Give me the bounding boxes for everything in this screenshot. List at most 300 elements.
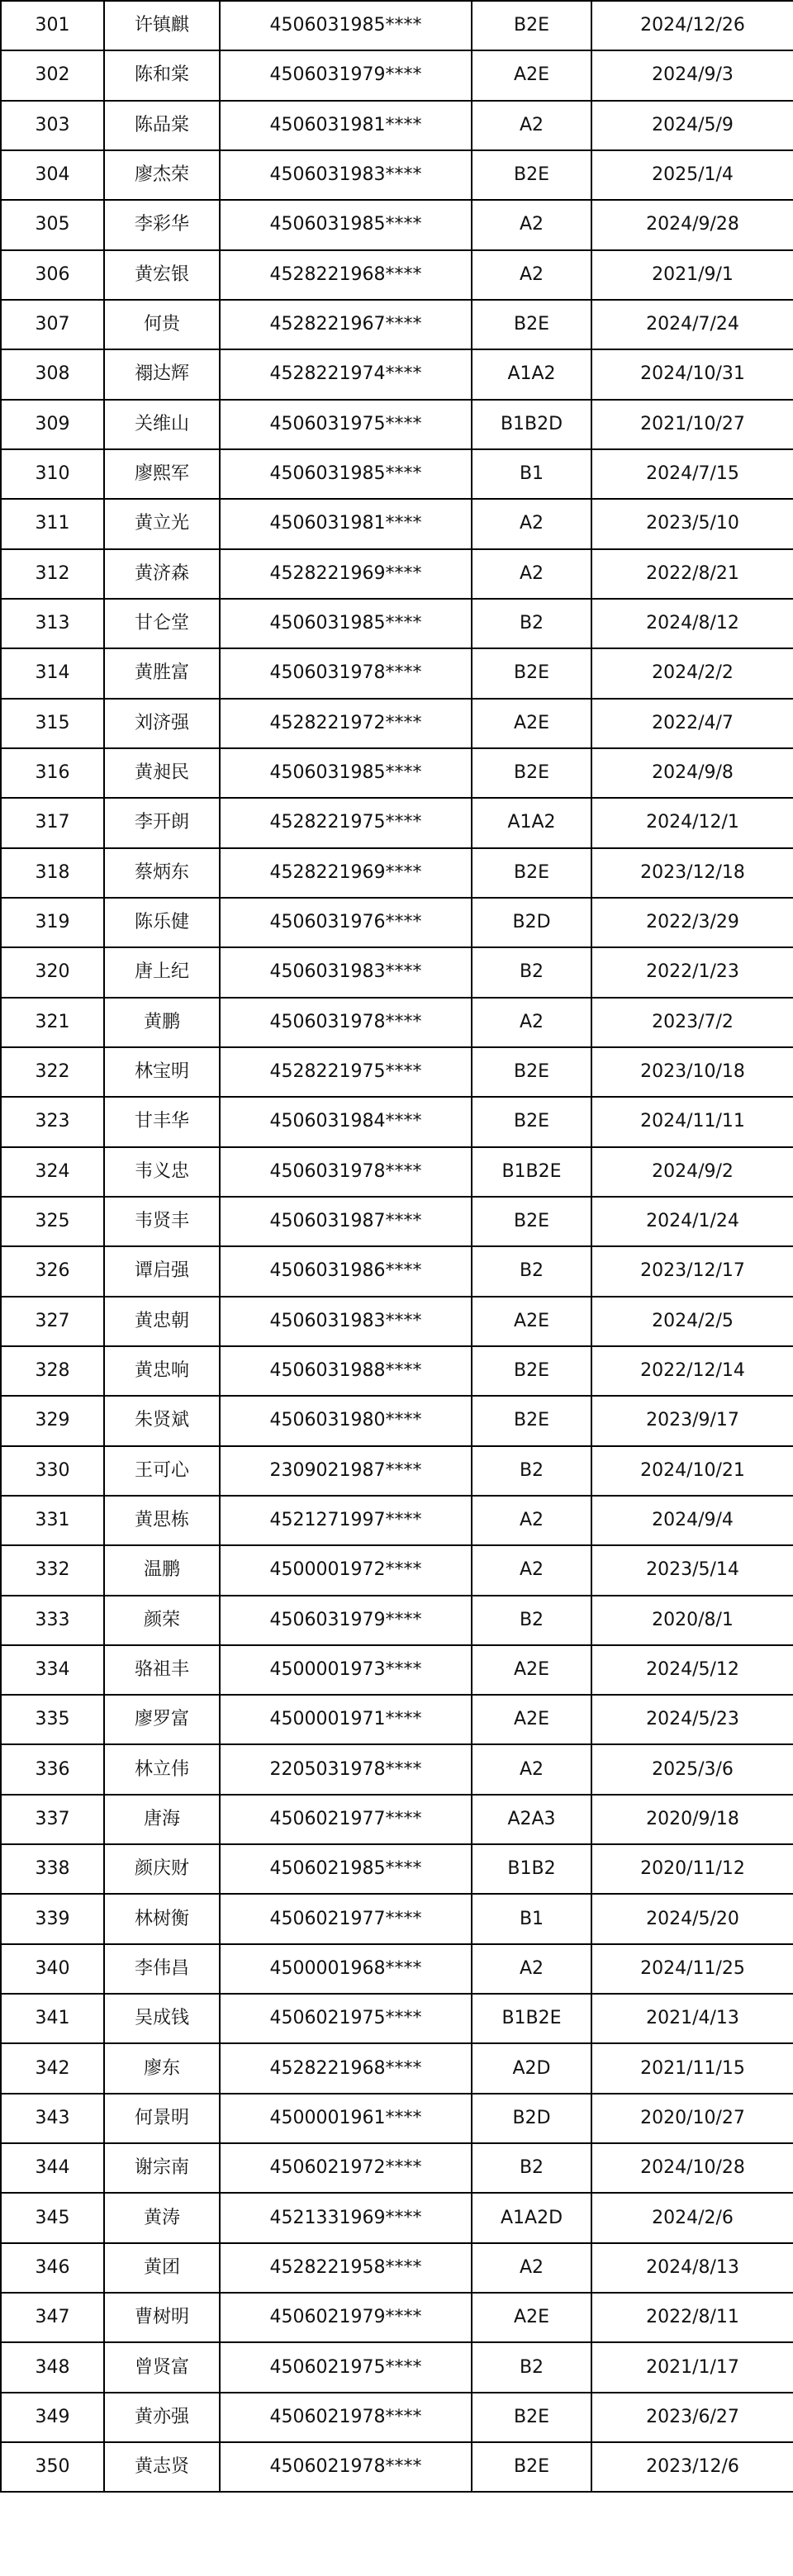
- id-number-cell: 4506031985****: [220, 748, 472, 798]
- name-cell: 谢宗南: [104, 2143, 220, 2193]
- date-cell: 2023/12/6: [591, 2442, 793, 2492]
- license-class-cell: B2E: [472, 1, 591, 50]
- license-class-cell: B2E: [472, 848, 591, 898]
- license-class-cell: A2: [472, 1744, 591, 1794]
- id-number-cell: 4506021978****: [220, 2393, 472, 2442]
- id-number-cell: 2205031978****: [220, 1744, 472, 1794]
- license-class-cell: B2D: [472, 2094, 591, 2143]
- name-cell: 黄胜富: [104, 648, 220, 698]
- id-number-cell: 4528221967****: [220, 300, 472, 349]
- date-cell: 2024/9/28: [591, 200, 793, 249]
- id-number-cell: 4500001971****: [220, 1695, 472, 1744]
- table-row: [1, 549, 793, 599]
- row-number-cell: 308: [1, 349, 104, 399]
- date-cell: 2024/12/1: [591, 798, 793, 847]
- date-cell: 2021/4/13: [591, 1994, 793, 2043]
- license-class-cell: A2: [472, 1545, 591, 1595]
- date-cell: 2024/8/13: [591, 2243, 793, 2293]
- table-row: [1, 599, 793, 648]
- table-row: [1, 1147, 793, 1197]
- table-row: [1, 1596, 793, 1645]
- row-number-cell: 316: [1, 748, 104, 798]
- date-cell: 2021/1/17: [591, 2342, 793, 2392]
- license-class-cell: B2: [472, 1596, 591, 1645]
- name-cell: 陈乐健: [104, 898, 220, 947]
- id-number-cell: 4528221958****: [220, 2243, 472, 2293]
- date-cell: 2024/10/28: [591, 2143, 793, 2193]
- date-cell: 2024/2/5: [591, 1297, 793, 1346]
- license-class-cell: B2E: [472, 648, 591, 698]
- row-number-cell: 333: [1, 1596, 104, 1645]
- table-row: [1, 2243, 793, 2293]
- license-class-cell: B2E: [472, 300, 591, 349]
- id-number-cell: 4506031983****: [220, 1297, 472, 1346]
- table-row: [1, 1795, 793, 1844]
- table-row: [1, 2143, 793, 2193]
- name-cell: 廖杰荣: [104, 150, 220, 200]
- table-row: [1, 699, 793, 748]
- id-number-cell: 4506031981****: [220, 499, 472, 548]
- date-cell: 2024/10/21: [591, 1446, 793, 1496]
- row-number-cell: 345: [1, 2193, 104, 2242]
- date-cell: 2020/9/18: [591, 1795, 793, 1844]
- table-row: [1, 101, 793, 150]
- license-class-cell: B1B2: [472, 1844, 591, 1894]
- name-cell: 陈品棠: [104, 101, 220, 150]
- license-class-cell: B1B2D: [472, 400, 591, 449]
- license-class-cell: B2: [472, 2143, 591, 2193]
- id-number-cell: 4521271997****: [220, 1496, 472, 1545]
- name-cell: 蔡炳东: [104, 848, 220, 898]
- row-number-cell: 340: [1, 1944, 104, 1994]
- license-class-cell: B1B2E: [472, 1147, 591, 1197]
- id-number-cell: 4506031983****: [220, 150, 472, 200]
- date-cell: 2022/4/7: [591, 699, 793, 748]
- name-cell: 黄忠响: [104, 1346, 220, 1396]
- table-row: [1, 1844, 793, 1894]
- license-class-cell: B1B2E: [472, 1994, 591, 2043]
- date-cell: 2024/9/3: [591, 50, 793, 100]
- name-cell: 刘济强: [104, 699, 220, 748]
- table-row: [1, 2342, 793, 2392]
- id-number-cell: 4500001973****: [220, 1645, 472, 1695]
- id-number-cell: 4506031979****: [220, 50, 472, 100]
- table-row: [1, 400, 793, 449]
- name-cell: 禤达辉: [104, 349, 220, 399]
- name-cell: 曾贤富: [104, 2342, 220, 2392]
- id-number-cell: 4528221968****: [220, 250, 472, 300]
- table-row: [1, 1346, 793, 1396]
- row-number-cell: 312: [1, 549, 104, 599]
- row-number-cell: 349: [1, 2393, 104, 2442]
- row-number-cell: 338: [1, 1844, 104, 1894]
- row-number-cell: 342: [1, 2043, 104, 2093]
- id-number-cell: 4506031985****: [220, 449, 472, 499]
- row-number-cell: 322: [1, 1047, 104, 1097]
- name-cell: 黄志贤: [104, 2442, 220, 2492]
- license-class-cell: B2E: [472, 1396, 591, 1445]
- license-class-cell: B1: [472, 449, 591, 499]
- license-class-cell: A2E: [472, 699, 591, 748]
- date-cell: 2024/12/26: [591, 1, 793, 50]
- name-cell: 林树衡: [104, 1894, 220, 1943]
- table-row: [1, 2043, 793, 2093]
- date-cell: 2024/2/2: [591, 648, 793, 698]
- row-number-cell: 324: [1, 1147, 104, 1197]
- row-number-cell: 319: [1, 898, 104, 947]
- date-cell: 2021/9/1: [591, 250, 793, 300]
- license-class-cell: B2E: [472, 1047, 591, 1097]
- name-cell: 曹树明: [104, 2293, 220, 2342]
- id-number-cell: 4506021975****: [220, 1994, 472, 2043]
- license-class-cell: A1A2D: [472, 2193, 591, 2242]
- id-number-cell: 4528221975****: [220, 798, 472, 847]
- row-number-cell: 301: [1, 1, 104, 50]
- table-row: [1, 1297, 793, 1346]
- name-cell: 黄立光: [104, 499, 220, 548]
- records-table-body: [1, 1, 793, 2492]
- name-cell: 颜荣: [104, 1596, 220, 1645]
- name-cell: 李开朗: [104, 798, 220, 847]
- date-cell: 2021/10/27: [591, 400, 793, 449]
- id-number-cell: 4528221969****: [220, 549, 472, 599]
- id-number-cell: 4506031980****: [220, 1396, 472, 1445]
- table-row: [1, 1645, 793, 1695]
- id-number-cell: 4506031987****: [220, 1197, 472, 1246]
- id-number-cell: 4506031975****: [220, 400, 472, 449]
- date-cell: 2024/9/8: [591, 748, 793, 798]
- id-number-cell: 4506031981****: [220, 101, 472, 150]
- table-row: [1, 1944, 793, 1994]
- id-number-cell: 4500001968****: [220, 1944, 472, 1994]
- date-cell: 2022/8/11: [591, 2293, 793, 2342]
- id-number-cell: 4506031978****: [220, 998, 472, 1047]
- name-cell: 颜庆财: [104, 1844, 220, 1894]
- table-row: [1, 449, 793, 499]
- name-cell: 陈和棠: [104, 50, 220, 100]
- id-number-cell: 4528221969****: [220, 848, 472, 898]
- license-class-cell: A2E: [472, 2293, 591, 2342]
- license-class-cell: A2: [472, 101, 591, 150]
- name-cell: 甘丰华: [104, 1097, 220, 1146]
- row-number-cell: 311: [1, 499, 104, 548]
- table-row: [1, 898, 793, 947]
- date-cell: 2024/5/23: [591, 1695, 793, 1744]
- date-cell: 2024/11/11: [591, 1097, 793, 1146]
- row-number-cell: 347: [1, 2293, 104, 2342]
- date-cell: 2024/2/6: [591, 2193, 793, 2242]
- license-class-cell: B2E: [472, 748, 591, 798]
- name-cell: 何贵: [104, 300, 220, 349]
- license-class-cell: B2E: [472, 2393, 591, 2442]
- name-cell: 韦贤丰: [104, 1197, 220, 1246]
- table-row: [1, 1545, 793, 1595]
- table-row: [1, 748, 793, 798]
- table-row: [1, 998, 793, 1047]
- date-cell: 2024/10/31: [591, 349, 793, 399]
- license-class-cell: A2E: [472, 1297, 591, 1346]
- date-cell: 2023/12/17: [591, 1246, 793, 1296]
- row-number-cell: 332: [1, 1545, 104, 1595]
- row-number-cell: 331: [1, 1496, 104, 1545]
- table-row: [1, 300, 793, 349]
- name-cell: 黄思栋: [104, 1496, 220, 1545]
- name-cell: 黄忠朝: [104, 1297, 220, 1346]
- name-cell: 朱贤斌: [104, 1396, 220, 1445]
- name-cell: 关维山: [104, 400, 220, 449]
- id-number-cell: 4500001961****: [220, 2094, 472, 2143]
- id-number-cell: 4506031985****: [220, 1, 472, 50]
- id-number-cell: 4506031978****: [220, 648, 472, 698]
- row-number-cell: 302: [1, 50, 104, 100]
- license-class-cell: A2A3: [472, 1795, 591, 1844]
- id-number-cell: 4506031979****: [220, 1596, 472, 1645]
- name-cell: 骆祖丰: [104, 1645, 220, 1695]
- name-cell: 黄宏银: [104, 250, 220, 300]
- date-cell: 2024/7/24: [591, 300, 793, 349]
- name-cell: 黄团: [104, 2243, 220, 2293]
- row-number-cell: 310: [1, 449, 104, 499]
- table-row: [1, 1496, 793, 1545]
- date-cell: 2024/11/25: [591, 1944, 793, 1994]
- row-number-cell: 306: [1, 250, 104, 300]
- table-row: [1, 2094, 793, 2143]
- id-number-cell: 4506021977****: [220, 1795, 472, 1844]
- license-class-cell: A1A2: [472, 349, 591, 399]
- name-cell: 许镇麒: [104, 1, 220, 50]
- row-number-cell: 321: [1, 998, 104, 1047]
- name-cell: 黄济森: [104, 549, 220, 599]
- id-number-cell: 4506021977****: [220, 1894, 472, 1943]
- row-number-cell: 350: [1, 2442, 104, 2492]
- name-cell: 廖熙军: [104, 449, 220, 499]
- date-cell: 2024/5/9: [591, 101, 793, 150]
- table-row: [1, 349, 793, 399]
- table-row: [1, 250, 793, 300]
- date-cell: 2024/9/2: [591, 1147, 793, 1197]
- id-number-cell: 4528221972****: [220, 699, 472, 748]
- date-cell: 2023/9/17: [591, 1396, 793, 1445]
- license-class-cell: A2: [472, 499, 591, 548]
- license-class-cell: A2E: [472, 1645, 591, 1695]
- name-cell: 黄涛: [104, 2193, 220, 2242]
- table-row: [1, 1197, 793, 1246]
- id-number-cell: 4528221968****: [220, 2043, 472, 2093]
- row-number-cell: 309: [1, 400, 104, 449]
- date-cell: 2023/5/14: [591, 1545, 793, 1595]
- date-cell: 2023/5/10: [591, 499, 793, 548]
- table-row: [1, 1894, 793, 1943]
- license-class-cell: B2E: [472, 1097, 591, 1146]
- table-row: [1, 1, 793, 50]
- date-cell: 2024/1/24: [591, 1197, 793, 1246]
- date-cell: 2024/5/20: [591, 1894, 793, 1943]
- table-row: [1, 1744, 793, 1794]
- table-row: [1, 2193, 793, 2242]
- row-number-cell: 326: [1, 1246, 104, 1296]
- license-class-cell: A2: [472, 2243, 591, 2293]
- row-number-cell: 307: [1, 300, 104, 349]
- id-number-cell: 4506031976****: [220, 898, 472, 947]
- license-class-cell: A2E: [472, 1695, 591, 1744]
- name-cell: 黄鹏: [104, 998, 220, 1047]
- date-cell: 2024/5/12: [591, 1645, 793, 1695]
- license-class-cell: B2: [472, 947, 591, 997]
- id-number-cell: 4506031984****: [220, 1097, 472, 1146]
- table-row: [1, 848, 793, 898]
- name-cell: 廖罗富: [104, 1695, 220, 1744]
- date-cell: 2020/10/27: [591, 2094, 793, 2143]
- row-number-cell: 318: [1, 848, 104, 898]
- name-cell: 吴成钱: [104, 1994, 220, 2043]
- license-class-cell: A2E: [472, 50, 591, 100]
- table-row: [1, 648, 793, 698]
- license-class-cell: A2: [472, 250, 591, 300]
- date-cell: 2022/12/14: [591, 1346, 793, 1396]
- table-row: [1, 1097, 793, 1146]
- row-number-cell: 335: [1, 1695, 104, 1744]
- date-cell: 2024/9/4: [591, 1496, 793, 1545]
- name-cell: 唐海: [104, 1795, 220, 1844]
- name-cell: 温鹏: [104, 1545, 220, 1595]
- license-class-cell: B2E: [472, 1197, 591, 1246]
- name-cell: 谭启强: [104, 1246, 220, 1296]
- row-number-cell: 305: [1, 200, 104, 249]
- id-number-cell: 4506031988****: [220, 1346, 472, 1396]
- row-number-cell: 329: [1, 1396, 104, 1445]
- id-number-cell: 4506021978****: [220, 2442, 472, 2492]
- row-number-cell: 304: [1, 150, 104, 200]
- date-cell: 2024/8/12: [591, 599, 793, 648]
- row-number-cell: 344: [1, 2143, 104, 2193]
- table-row: [1, 2442, 793, 2492]
- name-cell: 林立伟: [104, 1744, 220, 1794]
- row-number-cell: 341: [1, 1994, 104, 2043]
- row-number-cell: 348: [1, 2342, 104, 2392]
- table-row: [1, 2393, 793, 2442]
- id-number-cell: 4506031983****: [220, 947, 472, 997]
- license-class-cell: A2D: [472, 2043, 591, 2093]
- name-cell: 黄亦强: [104, 2393, 220, 2442]
- license-class-cell: B2E: [472, 2442, 591, 2492]
- row-number-cell: 334: [1, 1645, 104, 1695]
- id-number-cell: 4506031986****: [220, 1246, 472, 1296]
- row-number-cell: 323: [1, 1097, 104, 1146]
- name-cell: 林宝明: [104, 1047, 220, 1097]
- row-number-cell: 320: [1, 947, 104, 997]
- id-number-cell: 4506021979****: [220, 2293, 472, 2342]
- table-row: [1, 1446, 793, 1496]
- row-number-cell: 328: [1, 1346, 104, 1396]
- table-row: [1, 499, 793, 548]
- license-class-cell: A2: [472, 998, 591, 1047]
- license-class-cell: B2: [472, 1446, 591, 1496]
- license-class-cell: A2: [472, 1944, 591, 1994]
- license-class-cell: B2: [472, 599, 591, 648]
- row-number-cell: 337: [1, 1795, 104, 1844]
- table-row: [1, 1994, 793, 2043]
- id-number-cell: 4521331969****: [220, 2193, 472, 2242]
- row-number-cell: 343: [1, 2094, 104, 2143]
- name-cell: 廖东: [104, 2043, 220, 2093]
- date-cell: 2023/12/18: [591, 848, 793, 898]
- date-cell: 2022/1/23: [591, 947, 793, 997]
- table-row: [1, 947, 793, 997]
- row-number-cell: 327: [1, 1297, 104, 1346]
- row-number-cell: 315: [1, 699, 104, 748]
- license-class-cell: A1A2: [472, 798, 591, 847]
- date-cell: 2022/3/29: [591, 898, 793, 947]
- table-row: [1, 150, 793, 200]
- name-cell: 黄昶民: [104, 748, 220, 798]
- id-number-cell: 4506021975****: [220, 2342, 472, 2392]
- table-row: [1, 798, 793, 847]
- row-number-cell: 336: [1, 1744, 104, 1794]
- date-cell: 2025/1/4: [591, 150, 793, 200]
- date-cell: 2025/3/6: [591, 1744, 793, 1794]
- license-class-cell: B2D: [472, 898, 591, 947]
- row-number-cell: 330: [1, 1446, 104, 1496]
- date-cell: 2023/7/2: [591, 998, 793, 1047]
- id-number-cell: 2309021987****: [220, 1446, 472, 1496]
- license-class-cell: A2: [472, 549, 591, 599]
- id-number-cell: 4500001972****: [220, 1545, 472, 1595]
- table-row: [1, 1246, 793, 1296]
- license-class-cell: B2E: [472, 150, 591, 200]
- id-number-cell: 4506031985****: [220, 200, 472, 249]
- name-cell: 王可心: [104, 1446, 220, 1496]
- row-number-cell: 317: [1, 798, 104, 847]
- name-cell: 韦义忠: [104, 1147, 220, 1197]
- table-row: [1, 1695, 793, 1744]
- license-class-cell: B2: [472, 2342, 591, 2392]
- name-cell: 李彩华: [104, 200, 220, 249]
- row-number-cell: 314: [1, 648, 104, 698]
- id-number-cell: 4506021972****: [220, 2143, 472, 2193]
- row-number-cell: 339: [1, 1894, 104, 1943]
- id-number-cell: 4506021985****: [220, 1844, 472, 1894]
- date-cell: 2020/8/1: [591, 1596, 793, 1645]
- date-cell: 2024/7/15: [591, 449, 793, 499]
- row-number-cell: 303: [1, 101, 104, 150]
- date-cell: 2023/10/18: [591, 1047, 793, 1097]
- date-cell: 2022/8/21: [591, 549, 793, 599]
- row-number-cell: 313: [1, 599, 104, 648]
- name-cell: 甘仑堂: [104, 599, 220, 648]
- row-number-cell: 346: [1, 2243, 104, 2293]
- license-class-cell: B2E: [472, 1346, 591, 1396]
- id-number-cell: 4506031985****: [220, 599, 472, 648]
- date-cell: 2021/11/15: [591, 2043, 793, 2093]
- id-number-cell: 4528221975****: [220, 1047, 472, 1097]
- license-class-cell: B2: [472, 1246, 591, 1296]
- id-number-cell: 4528221974****: [220, 349, 472, 399]
- date-cell: 2023/6/27: [591, 2393, 793, 2442]
- table-row: [1, 1396, 793, 1445]
- license-class-cell: A2: [472, 1496, 591, 1545]
- name-cell: 唐上纪: [104, 947, 220, 997]
- date-cell: 2020/11/12: [591, 1844, 793, 1894]
- id-number-cell: 4506031978****: [220, 1147, 472, 1197]
- row-number-cell: 325: [1, 1197, 104, 1246]
- table-row: [1, 1047, 793, 1097]
- table-row: [1, 50, 793, 100]
- name-cell: 何景明: [104, 2094, 220, 2143]
- table-row: [1, 200, 793, 249]
- license-class-cell: A2: [472, 200, 591, 249]
- table-row: [1, 2293, 793, 2342]
- license-class-cell: B1: [472, 1894, 591, 1943]
